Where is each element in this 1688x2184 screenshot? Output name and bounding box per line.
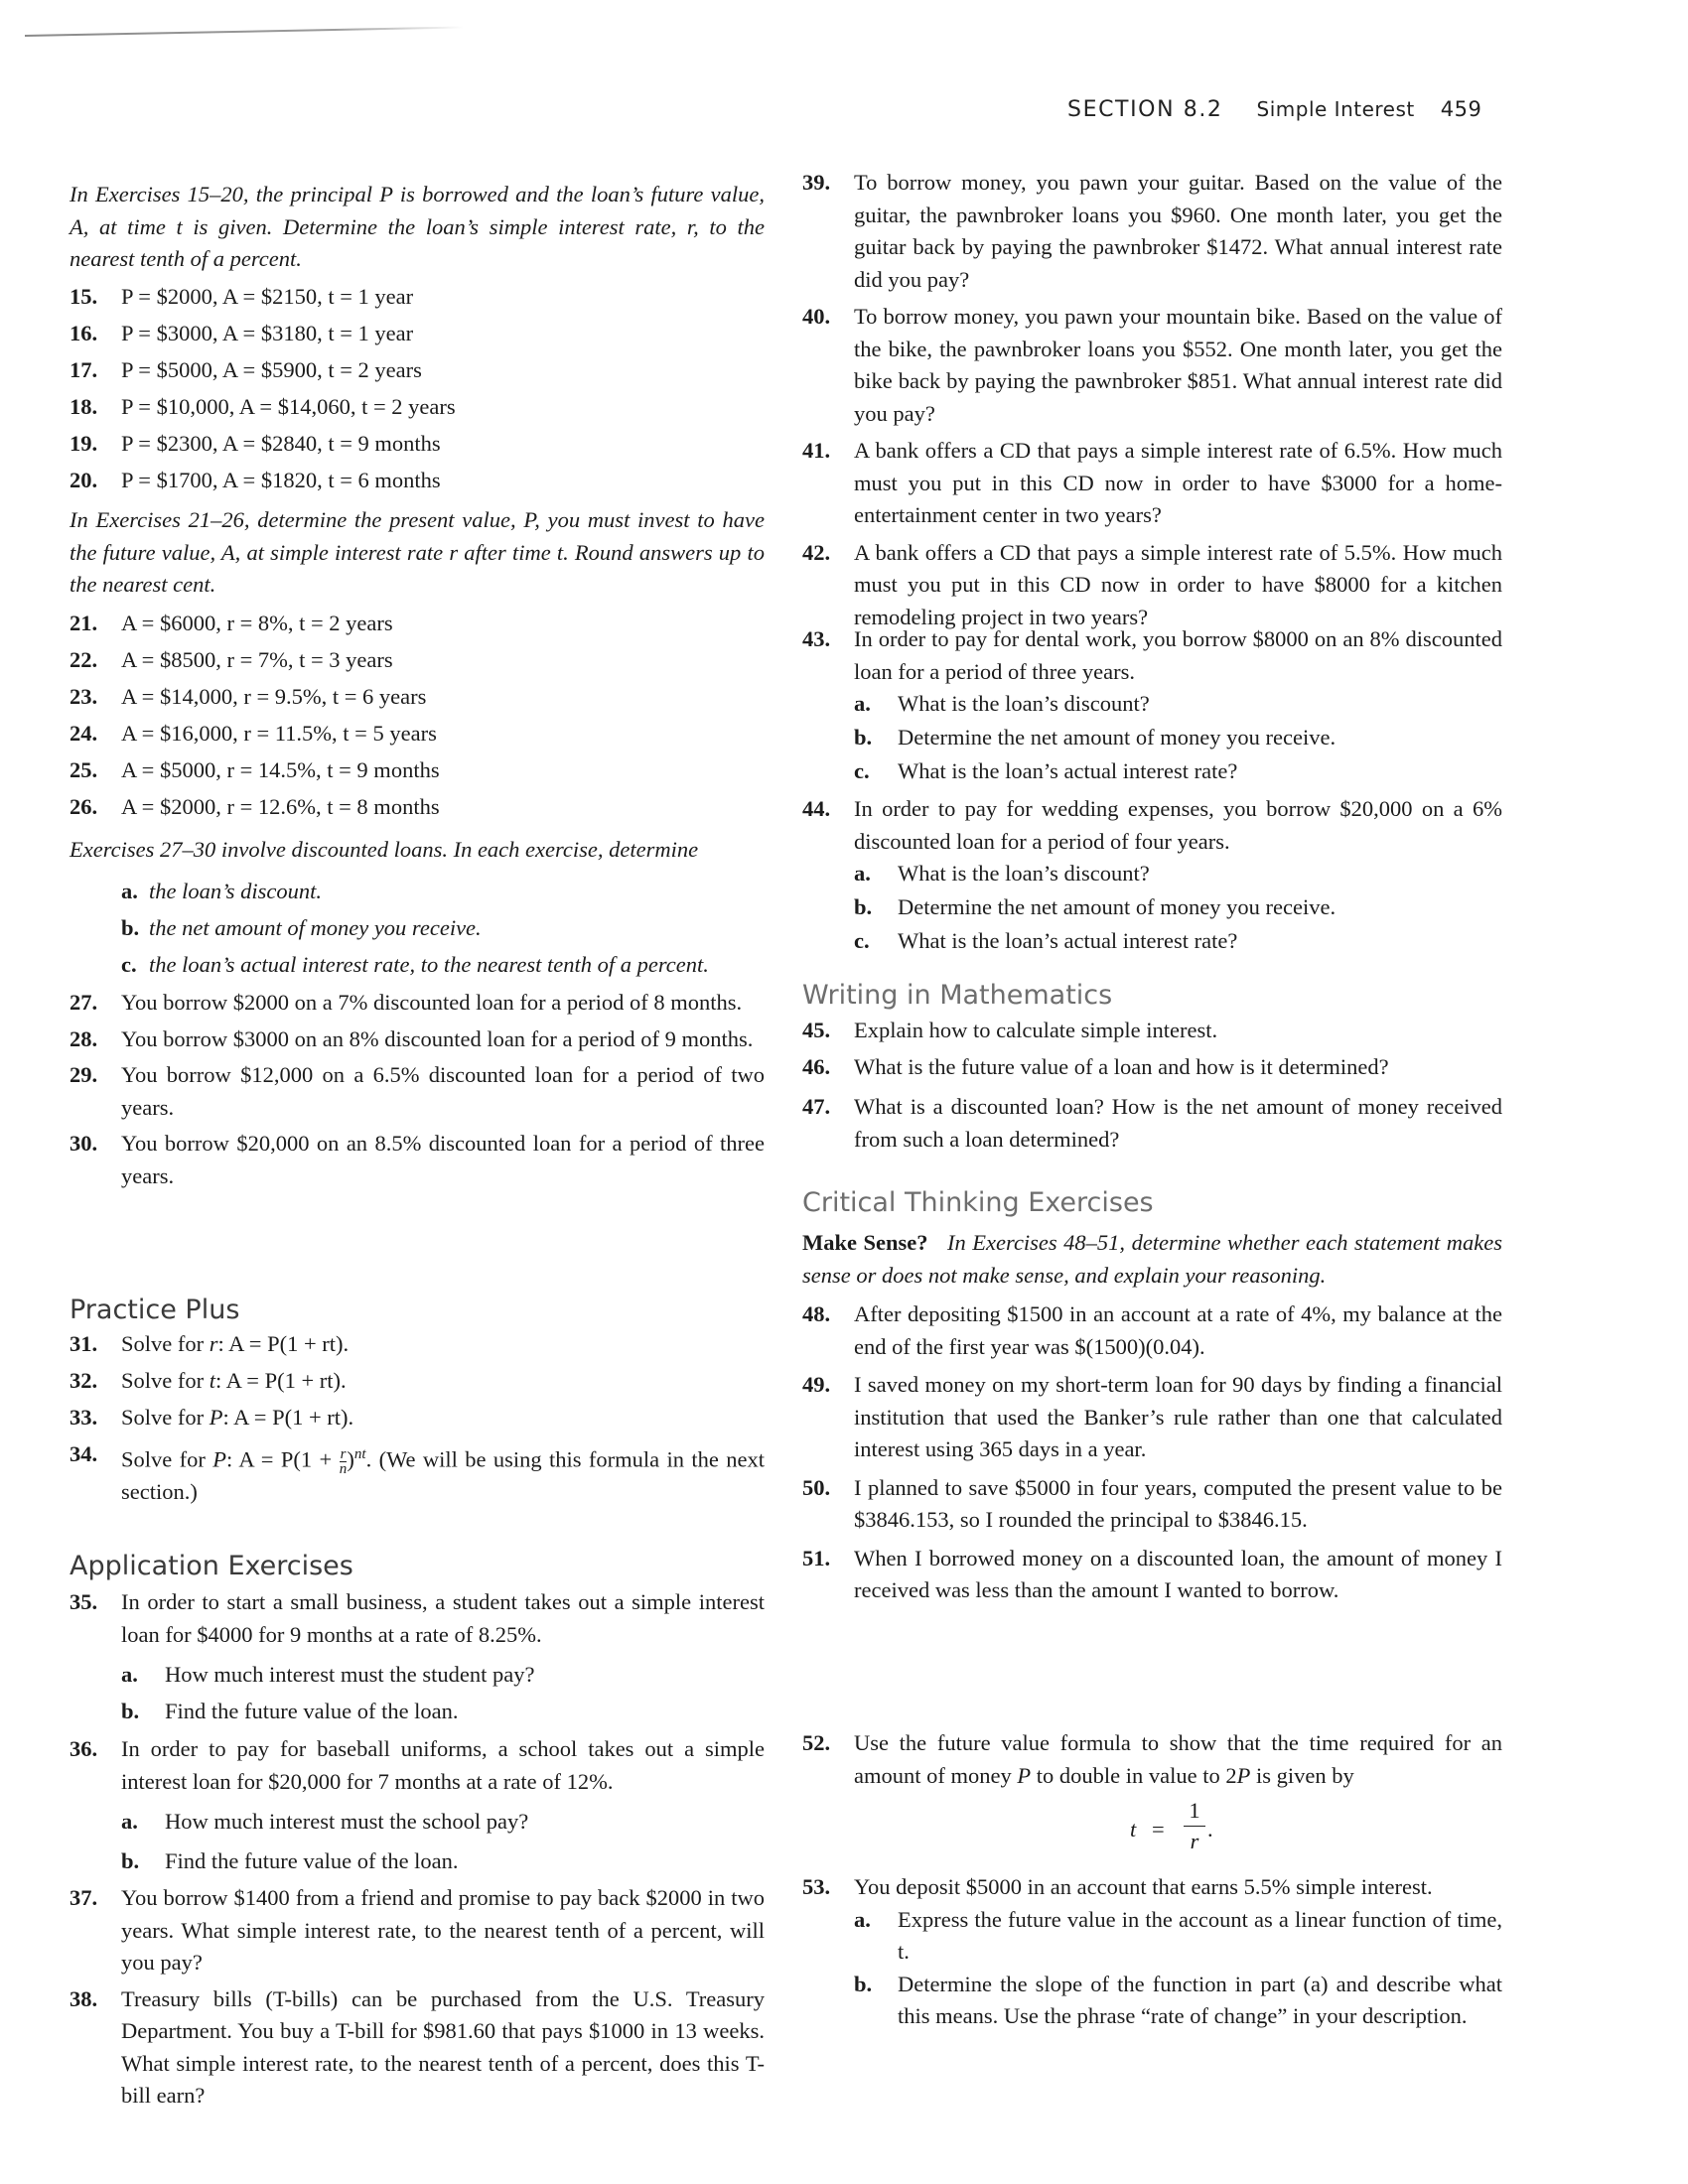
exercise-number: 16. [70, 321, 98, 345]
exercise-text: P = $3000, A = $3180, t = 1 year [121, 321, 414, 345]
exercise-31 [70, 1328, 765, 1365]
denominator: r [1190, 1829, 1199, 1853]
exercise-47 [802, 1091, 1502, 1156]
exercise-number: 32. [70, 1368, 98, 1393]
exercise-44-part-c [802, 925, 1502, 959]
exercise-number: 33. [70, 1405, 98, 1430]
part-label: b. [854, 894, 873, 919]
part-label: a. [121, 879, 138, 903]
instructions-15-20: In Exercises 15–20, the principal P is borrowed and the loan’s future value, A, at time t is given. Determine the loan’s simple interest rate, r, to the nearest tenth of a percent. [70, 182, 765, 271]
exercise-53-part-a [802, 1904, 1502, 1969]
exercise-text: You borrow $2000 on a 7% discounted loan for a period of 8 months. [121, 990, 743, 1015]
instruction-part-b [70, 912, 765, 949]
exercise-list-15-20 [70, 281, 765, 501]
equation: : A = P(1 + rt). [222, 1405, 354, 1430]
exercise-37 [70, 1882, 765, 1979]
exercise-text: What is the future value of a loan and how is it determined? [854, 1054, 1389, 1079]
exercise-number: 21. [70, 611, 98, 635]
part-text: What is the loan’s actual interest rate? [898, 928, 1238, 953]
variable: r [209, 1331, 218, 1356]
page-number: 459 [1440, 97, 1482, 121]
exercise-text: You borrow $1400 from a friend and promise to pay back $2000 in two years. What simple interest rate, to the nearest tenth of a percent, will you pay? [121, 1885, 765, 1975]
exercise-21 [70, 608, 765, 644]
part-label: c. [121, 952, 137, 977]
exercise-text: A = $14,000, r = 9.5%, t = 6 years [121, 684, 427, 709]
exercise-text: A bank offers a CD that pays a simple interest rate of 6.5%. How much must you put in this CD now in order to have $3000 for a home-entertainment center in two years? [854, 438, 1502, 527]
exercise-text: Use the future value formula to show that the time required for an amount of money [854, 1730, 1502, 1788]
exercise-43-part-a [802, 688, 1502, 722]
exercise-number: 29. [70, 1062, 98, 1087]
part-text: What is the loan’s discount? [898, 691, 1150, 716]
exercise-text: In order to pay for dental work, you borrow $8000 on an 8% discounted loan for a period of three years. [854, 626, 1502, 684]
part-text: Determine the slope of the function in part (a) and describe what this means. Use the phrase “rate of change” in your description. [898, 1971, 1502, 2028]
section-heading-practice-plus: Practice Plus [70, 1295, 240, 1325]
exercise-text: is given by [1250, 1762, 1354, 1788]
section-label: SECTION 8.2 [1067, 97, 1223, 122]
section-heading-critical-thinking: Critical Thinking Exercises [802, 1187, 1154, 1218]
part-text: How much interest must the student pay? [165, 1662, 535, 1687]
variable: P [1236, 1762, 1251, 1788]
exercise-51 [802, 1543, 1502, 1607]
exercise-number: 28. [70, 1025, 98, 1051]
exercise-text: A = $6000, r = 8%, t = 2 years [121, 611, 393, 635]
exercise-38 [70, 1983, 765, 2113]
part-text: Express the future value in the account as a linear function of time, t. [898, 1906, 1502, 1964]
top-rule [25, 27, 464, 37]
exercise-number: 44. [802, 796, 831, 821]
exercise-53-part-b [802, 1969, 1502, 2033]
part-text: What is the loan’s actual interest rate? [898, 758, 1238, 783]
variable: P [1017, 1762, 1032, 1788]
part-label: b. [854, 725, 873, 750]
exercise-number: 50. [802, 1474, 831, 1500]
variable: P [209, 1405, 223, 1430]
exercise-number: 31. [70, 1331, 98, 1356]
exercise-45 [802, 1015, 1502, 1051]
denominator: n [339, 1460, 348, 1477]
exercise-43 [802, 623, 1502, 688]
exercise-36-part-b [70, 1845, 765, 1882]
equation: : A = P(1 + rt). [215, 1368, 347, 1393]
exercise-text: To borrow money, you pawn your mountain bike. Based on the value of the bike, the pawnbroker loans you $552. One month later, you get the bike back by paying the pawnbroker $851. What annual interest rate did you pay? [854, 304, 1502, 426]
exercise-number: 34. [70, 1441, 98, 1466]
make-sense-text: In Exercises 48–51, determine whether each statement makes sense or does not make sense, and explain your reasoning. [802, 1230, 1502, 1288]
formula-period: . [1207, 1817, 1213, 1842]
exercise-39 [802, 167, 1502, 296]
exercise-36 [70, 1733, 765, 1798]
part-label: c. [854, 758, 870, 783]
variable: P [212, 1446, 226, 1472]
running-head [1067, 97, 1481, 122]
exercise-number: 30. [70, 1131, 98, 1156]
exercise-text: To borrow money, you pawn your guitar. Based on the value of the guitar, the pawnbroker loans you $960. One month later, you get the guitar back by paying the pawnbroker $1472. What annual interest rate did you pay? [854, 170, 1502, 292]
part-label: c. [854, 928, 870, 953]
exercise-text: P = $1700, A = $1820, t = 6 months [121, 468, 441, 492]
part-label: b. [121, 915, 140, 940]
exercise-number: 22. [70, 647, 98, 672]
part-label: b. [121, 1699, 140, 1723]
exercise-text: In order to pay for wedding expenses, you borrow $20,000 on a 6% discounted loan for a period of four years. [854, 796, 1502, 854]
numerator: r [340, 1445, 347, 1462]
exercise-number: 49. [802, 1372, 831, 1397]
instructions-27-30-parts [70, 876, 765, 983]
exercise-number: 37. [70, 1885, 98, 1910]
formula-fraction [1184, 1796, 1205, 1856]
numerator: 1 [1184, 1796, 1205, 1827]
exercise-44-part-b [802, 891, 1502, 925]
exercise-49 [802, 1369, 1502, 1466]
part-text: Find the future value of the loan. [165, 1848, 459, 1873]
exercise-number: 41. [802, 438, 831, 463]
exercise-36-part-a [70, 1806, 765, 1845]
exercise-number: 36. [70, 1736, 98, 1761]
exercise-text: When I borrowed money on a discounted loan, the amount of money I received was less than the amount I wanted to borrow. [854, 1545, 1502, 1602]
formula-lhs: t [1130, 1817, 1137, 1842]
exercise-number: 43. [802, 626, 831, 651]
exercise-text: Solve for [121, 1446, 213, 1472]
exercise-number: 45. [802, 1018, 831, 1042]
exercise-34 [70, 1438, 765, 1509]
equation: : A = P(1 + [226, 1446, 340, 1472]
exercise-number: 52. [802, 1730, 831, 1755]
exercise-number: 38. [70, 1985, 98, 2011]
exercise-text: A = $16,000, r = 11.5%, t = 5 years [121, 721, 437, 746]
section-heading-application: Application Exercises [70, 1551, 353, 1581]
exercise-52 [802, 1727, 1502, 1861]
exercise-29 [70, 1059, 765, 1124]
exercise-35-part-b [70, 1696, 765, 1733]
part-text: Determine the net amount of money you receive. [898, 894, 1336, 919]
part-label: a. [121, 1809, 138, 1834]
variable: t [209, 1368, 216, 1393]
exercise-number: 42. [802, 539, 831, 565]
exercise-text: A = $8500, r = 7%, t = 3 years [121, 647, 393, 672]
exercise-41 [802, 435, 1502, 532]
exercise-text: P = $5000, A = $5900, t = 2 years [121, 357, 422, 382]
part-text: the loan’s discount. [149, 879, 322, 903]
instruction-part-c [70, 949, 765, 983]
part-label: a. [854, 861, 871, 886]
exercise-26 [70, 791, 765, 828]
exercise-30 [70, 1128, 765, 1192]
section-heading-writing: Writing in Mathematics [802, 980, 1113, 1011]
exercise-text: In order to pay for baseball uniforms, a school takes out a simple interest loan for $20,000 for 7 months at a rate of 12%. [121, 1736, 765, 1794]
make-sense-label: Make Sense? [802, 1230, 928, 1255]
exercise-text: to double in value to 2 [1031, 1762, 1237, 1788]
exercise-43-44 [802, 623, 1502, 959]
exercise-46 [802, 1051, 1502, 1091]
part-label: a. [121, 1662, 138, 1687]
exercise-number: 48. [802, 1301, 831, 1326]
exercise-number: 20. [70, 468, 98, 492]
exercise-number: 40. [802, 304, 831, 329]
exercise-27 [70, 987, 765, 1020]
exercise-text: Solve for [121, 1405, 210, 1430]
part-text: What is the loan’s discount? [898, 861, 1150, 886]
exercise-number: 18. [70, 394, 98, 419]
exercise-number: 25. [70, 757, 98, 782]
exercise-text: What is a discounted loan? How is the net amount of money received from such a loan determined? [854, 1094, 1502, 1152]
exercise-number: 23. [70, 684, 98, 709]
instructions-21-26: In Exercises 21–26, determine the present value, P, you must invest to have the future value, A, at simple interest rate r after time t. Round answers up to the nearest cent. [70, 507, 765, 597]
exercise-text: P = $2000, A = $2150, t = 1 year [121, 284, 414, 309]
exercise-text: You borrow $3000 on an 8% discounted loan for a period of 9 months. [121, 1025, 754, 1051]
exercise-text: I planned to save $5000 in four years, computed the present value to be $3846.153, so I rounded the principal to $3846.15. [854, 1474, 1502, 1532]
doubling-time-formula [802, 1792, 1502, 1861]
exercise-42 [802, 537, 1502, 634]
part-text: the loan’s actual interest rate, to the nearest tenth of a percent. [149, 952, 709, 977]
exercise-53 [802, 1871, 1502, 2033]
exercise-43-part-c [802, 755, 1502, 793]
exercise-16 [70, 318, 765, 354]
exercise-text: Solve for [121, 1331, 210, 1356]
exercise-44 [802, 793, 1502, 858]
instructions-27-30: Exercises 27–30 involve discounted loans. In each exercise, determine [70, 837, 699, 862]
part-label: a. [854, 1906, 871, 1932]
exercise-number: 46. [802, 1054, 831, 1079]
exercise-text: I saved money on my short-term loan for 90 days by finding a financial institution that used the Banker’s rule rather than one that calculated interest using 365 days in a year. [854, 1372, 1502, 1461]
exercise-text: A bank offers a CD that pays a simple interest rate of 5.5%. How much must you put in this CD now in order to have $8000 for a kitchen remodeling project in two years? [854, 539, 1502, 629]
exercise-number: 27. [70, 990, 98, 1015]
exercise-43-part-b [802, 722, 1502, 755]
equation: : A = P(1 + rt). [217, 1331, 350, 1356]
exercise-number: 51. [802, 1545, 831, 1570]
exercise-35-part-a [70, 1659, 765, 1696]
part-label: a. [854, 691, 871, 716]
instruction-part-a [70, 876, 765, 912]
exercise-40 [802, 301, 1502, 430]
exercise-text: A = $5000, r = 14.5%, t = 9 months [121, 757, 440, 782]
exercise-number: 39. [802, 170, 831, 195]
part-text: Find the future value of the loan. [165, 1699, 459, 1723]
exercise-39-42 [802, 167, 1502, 638]
exercise-number: 19. [70, 431, 98, 456]
exercise-text: A = $2000, r = 12.6%, t = 8 months [121, 794, 440, 819]
exercise-number: 35. [70, 1589, 98, 1614]
exercise-text: After depositing $1500 in an account at a rate of 4%, my balance at the end of the first year was $(1500)(0.04). [854, 1301, 1502, 1359]
formula-equals: = [1152, 1817, 1165, 1842]
exercise-19 [70, 428, 765, 465]
exercise-28 [70, 1024, 765, 1056]
exercise-text: Solve for [121, 1368, 210, 1393]
exercise-list-21-26 [70, 608, 765, 828]
exercise-23 [70, 681, 765, 718]
exercise-22 [70, 644, 765, 681]
exercise-32 [70, 1365, 765, 1402]
exercise-number: 26. [70, 794, 98, 819]
part-label: b. [854, 1971, 873, 1996]
exercise-text: P = $10,000, A = $14,060, t = 2 years [121, 394, 456, 419]
part-text: How much interest must the school pay? [165, 1809, 529, 1834]
exercise-50 [802, 1472, 1502, 1537]
exercise-20 [70, 465, 765, 501]
exercise-18 [70, 391, 765, 428]
part-text: Determine the net amount of money you receive. [898, 725, 1336, 750]
exercise-33 [70, 1402, 765, 1438]
exercise-52-text [802, 1727, 1502, 1792]
exercise-35 [70, 1586, 765, 1651]
exercise-48 [802, 1298, 1502, 1363]
exercise-text: You borrow $12,000 on a 6.5% discounted loan for a period of two years. [121, 1062, 765, 1120]
part-text: the net amount of money you receive. [149, 915, 482, 940]
exercise-text: In order to start a small business, a student takes out a simple interest loan for $4000 for 9 months at a rate of 8.25%. [121, 1589, 765, 1647]
exercise-list-48-51 [802, 1298, 1502, 1613]
exercise-37-38 [70, 1882, 765, 2113]
exercise-text: You deposit $5000 in an account that earns 5.5% simple interest. [854, 1874, 1433, 1899]
exercise-text: Explain how to calculate simple interest. [854, 1018, 1218, 1042]
exercise-number: 17. [70, 357, 98, 382]
exercise-number: 15. [70, 284, 98, 309]
equation: ) [347, 1446, 354, 1472]
exercise-17 [70, 354, 765, 391]
exercise-25 [70, 754, 765, 791]
exercise-53-text [802, 1871, 1502, 1904]
section-title: Simple Interest [1256, 97, 1415, 121]
exercise-text: You borrow $20,000 on an 8.5% discounted loan for a period of three years. [121, 1131, 765, 1188]
exercise-44-part-a [802, 858, 1502, 891]
exercise-list-45-47 [802, 1015, 1502, 1156]
exercise-number: 53. [802, 1874, 831, 1899]
exercise-list-31-34 [70, 1328, 765, 1509]
exercise-35-36 [70, 1586, 765, 1882]
exercise-number: 24. [70, 721, 98, 746]
exercise-list-27-30 [70, 987, 765, 1192]
make-sense-instructions [802, 1227, 1502, 1292]
exercise-text: . (We will be using this formula in the next section.) [121, 1446, 765, 1504]
exercise-text: P = $2300, A = $2840, t = 9 months [121, 431, 441, 456]
part-label: b. [121, 1848, 140, 1873]
exercise-15 [70, 281, 765, 318]
exercise-24 [70, 718, 765, 754]
exercise-text: Treasury bills (T-bills) can be purchased from the U.S. Treasury Department. You buy a T-bill for $981.60 that pays $1000 in 13 weeks. What simple interest rate, to the nearest tenth of a percent, does this T-bill earn? [121, 1985, 765, 2108]
exponent: nt [353, 1446, 366, 1462]
exercise-number: 47. [802, 1094, 831, 1119]
